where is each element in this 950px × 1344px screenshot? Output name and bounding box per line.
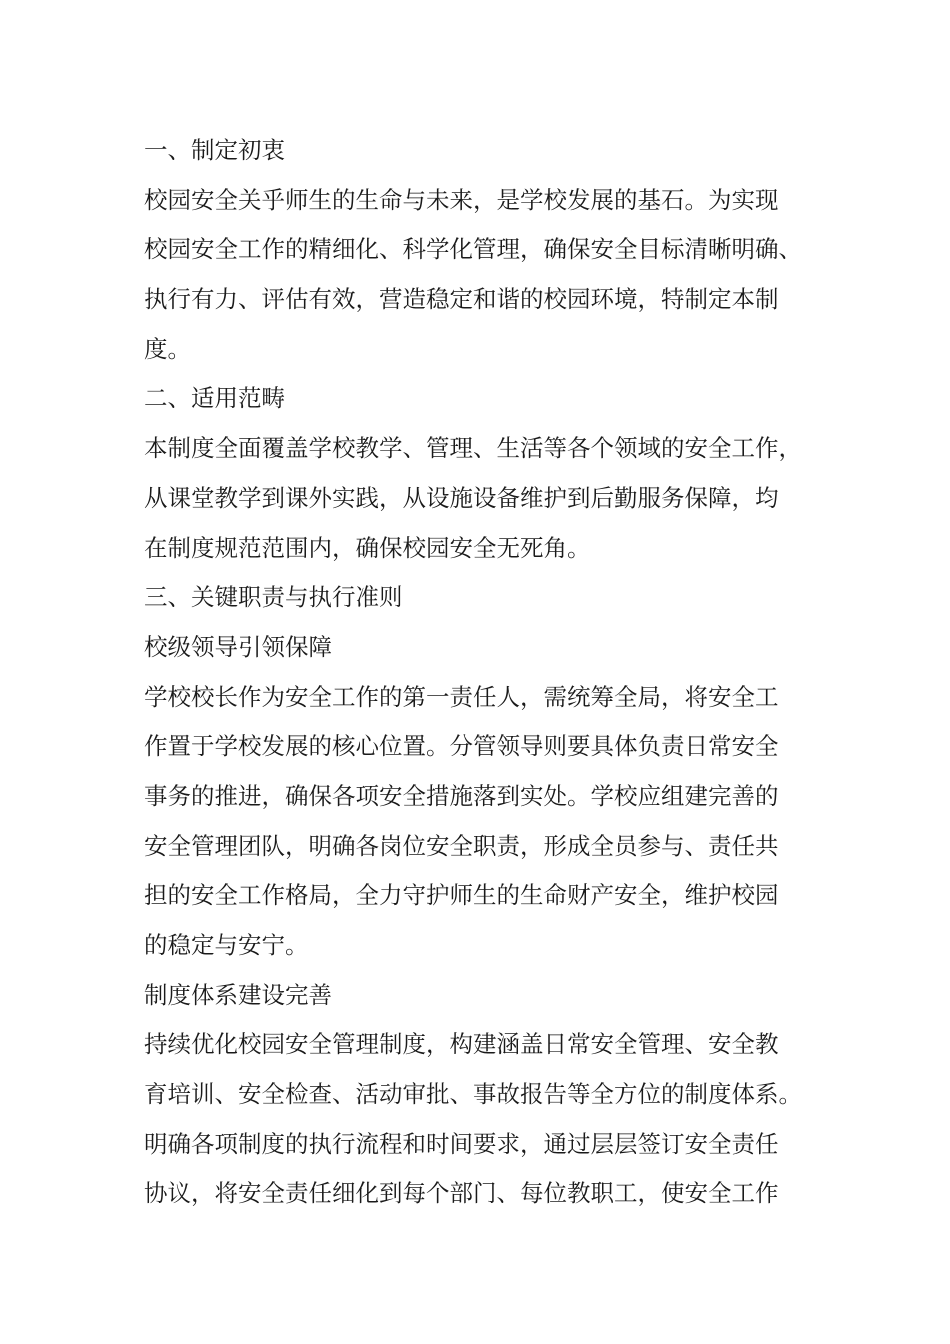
paragraph-line: 本制度全面覆盖学校教学、管理、生活等各个领域的安全工作， [144, 434, 802, 463]
section-heading-3: 三、关键职责与执行准则 [144, 583, 403, 612]
document-body [144, 126, 834, 1219]
paragraph-line: 担的安全工作格局，全力守护师生的生命财产安全，维护校园 [144, 881, 779, 910]
paragraph-line: 明确各项制度的执行流程和时间要求，通过层层签订安全责任 [144, 1129, 779, 1158]
paragraph-line: 从课堂教学到课外实践，从设施设备维护到后勤服务保障，均 [144, 483, 779, 512]
paragraph-line: 作置于学校发展的核心位置。分管领导则要具体负责日常安全 [144, 732, 779, 761]
paragraph-line: 学校校长作为安全工作的第一责任人，需统筹全局，将安全工 [144, 682, 779, 711]
paragraph-line: 执行有力、评估有效，营造稳定和谐的校园环境，特制定本制 [144, 285, 779, 314]
subsection-heading: 校级领导引领保障 [144, 632, 332, 661]
paragraph-line: 的稳定与安宁。 [144, 931, 309, 959]
subsection-heading: 制度体系建设完善 [144, 980, 332, 1009]
paragraph-line: 安全管理团队，明确各岗位安全职责，形成全员参与、责任共 [144, 831, 779, 860]
paragraph-line: 协议，将安全责任细化到每个部门、每位教职工，使安全工作 [144, 1179, 779, 1208]
section-heading-2: 二、适用范畴 [144, 384, 285, 413]
paragraph-line: 在制度规范范围内，确保校园安全无死角。 [144, 533, 591, 562]
section-heading-1: 一、制定初衷 [144, 136, 285, 164]
paragraph-line: 校园安全关乎师生的生命与未来，是学校发展的基石。为实现 [144, 185, 779, 214]
paragraph-line: 校园安全工作的精细化、科学化管理，确保安全目标清晰明确、 [144, 235, 802, 264]
paragraph-line: 事务的推进，确保各项安全措施落到实处。学校应组建完善的 [144, 781, 779, 810]
paragraph-line: 持续优化校园安全管理制度，构建涵盖日常安全管理、安全教 [144, 1030, 779, 1059]
paragraph-line: 育培训、安全检查、活动审批、事故报告等全方位的制度体系。 [144, 1080, 802, 1109]
paragraph-line: 度。 [144, 334, 191, 363]
